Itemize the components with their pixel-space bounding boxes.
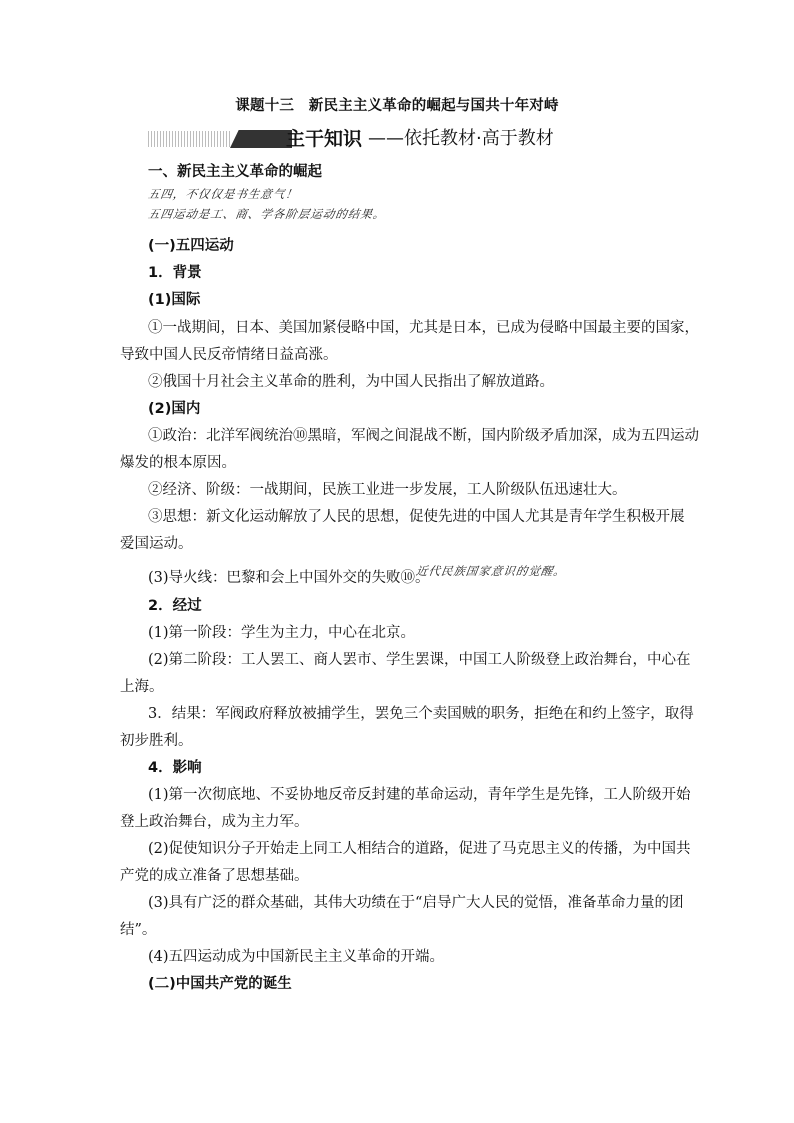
paragraph-line: 产党的成立准备了思想基础。 <box>120 868 309 884</box>
item-subheading: (2)国内 <box>148 401 201 417</box>
section-banner <box>148 126 668 154</box>
paragraph-line: (4)五四运动成为中国新民主主义革命的开端。 <box>148 949 445 965</box>
subsection-heading: (二)中国共产党的诞生 <box>148 976 292 992</box>
banner-bar-decoration <box>230 130 292 148</box>
paragraph-line: 3．结果：军阀政府释放被捕学生，罢免三个卖国贼的职务，拒绝在和约上签字，取得 <box>148 706 694 722</box>
paragraph-line: (1)第一次彻底地、不妥协地反帝反封建的革命运动，青年学生是先锋，工人阶级开始 <box>148 787 691 803</box>
banner-sub-label: ——依托教材·高于教材 <box>368 128 554 149</box>
paragraph-line: 导致中国人民反帝情绪日益高涨。 <box>120 347 338 363</box>
banner-main-label: 主干知识 <box>286 128 363 150</box>
banner-stripe-decoration <box>148 131 230 147</box>
paragraph-line: ①政治：北洋军阀统治⑩黑暗，军阀之间混战不断，国内阶级矛盾加深，成为五四运动 <box>148 428 699 444</box>
item-subheading: (1)国际 <box>148 292 201 308</box>
paragraph-line: ①一战期间，日本、美国加紧侵略中国，尤其是日本，已成为侵略中国最主要的国家， <box>148 320 699 336</box>
paragraph-line: ②俄国十月社会主义革命的胜利，为中国人民指出了解放道路。 <box>148 374 554 390</box>
item-heading: 4．影响 <box>148 760 202 776</box>
paragraph-line: ②经济、阶级：一战期间，民族工业进一步发展，工人阶级队伍迅速壮大。 <box>148 482 627 498</box>
paragraph-line: ③思想：新文化运动解放了人民的思想，促使先进的中国人尤其是青年学生积极开展 <box>148 509 685 525</box>
paragraph-line: (1)第一阶段：学生为主力，中心在北京。 <box>148 625 416 641</box>
handwritten-note: 近代民族国家意识的觉醒。 <box>415 564 567 578</box>
paragraph-line: (2)第二阶段：工人罢工、商人罢市、学生罢课，中国工人阶级登上政治舞台，中心在 <box>148 652 691 668</box>
handwritten-note: 五四，不仅仅是书生意气！ <box>147 187 299 201</box>
page-title: 课题十三 新民主主义革命的崛起与国共十年对峙 <box>235 98 559 114</box>
paragraph-line: (3)具有广泛的群众基础，其伟大功绩在于“启导广大人民的觉悟，准备革命力量的团 <box>148 895 684 911</box>
paragraph-line: 结”。 <box>120 922 157 938</box>
paragraph-line: 初步胜利。 <box>120 733 193 749</box>
paragraph-line: (2)促使知识分子开始走上同工人相结合的道路，促进了马克思主义的传播，为中国共 <box>148 841 691 857</box>
item-heading: 1．背景 <box>148 265 202 281</box>
paragraph-line: 爆发的根本原因。 <box>120 455 236 471</box>
item-heading: 2．经过 <box>148 598 202 614</box>
paragraph-line: 上海。 <box>120 679 164 695</box>
subsection-heading: (一)五四运动 <box>148 238 234 254</box>
paragraph-line: 登上政治舞台，成为主力军。 <box>120 814 309 830</box>
paragraph-line: (3)导火线：巴黎和会上中国外交的失败⑩。 <box>148 570 430 586</box>
section-heading: 一、新民主主义革命的崛起 <box>148 164 322 180</box>
handwritten-note: 五四运动是工、商、学各阶层运动的结果。 <box>147 207 387 221</box>
paragraph-line: 爱国运动。 <box>120 536 193 552</box>
